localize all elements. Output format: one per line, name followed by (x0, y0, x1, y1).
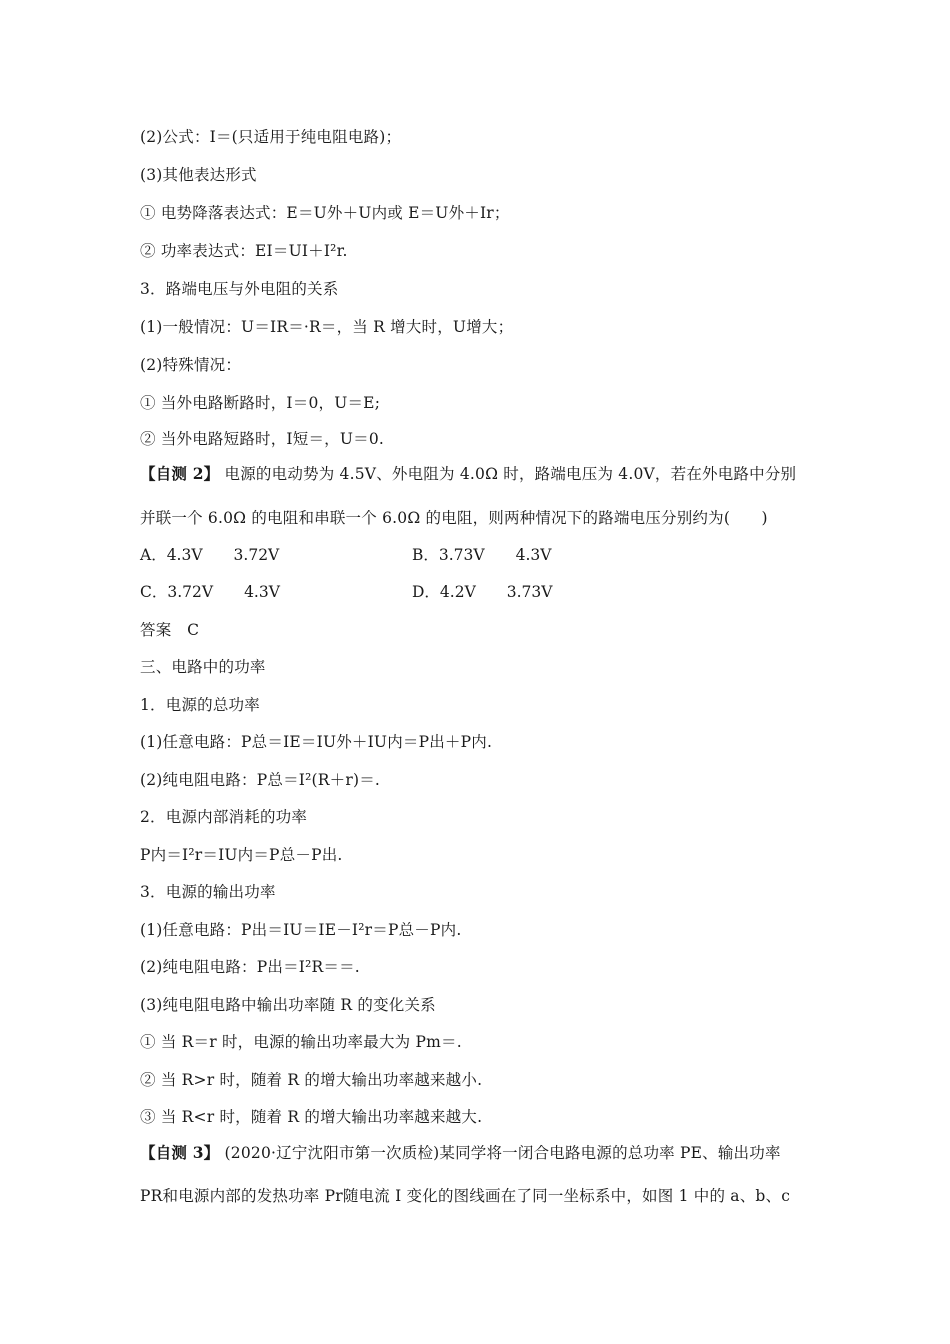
question-label: 【自测 3】 (140, 1143, 220, 1162)
text-line-special-case: (2)特殊情况： (140, 356, 242, 374)
section-heading-terminal-voltage: 3．路端电压与外电阻的关系 (140, 280, 339, 298)
text-line-output-vs-r: (3)纯电阻电路中输出功率随 R 的变化关系 (140, 996, 436, 1014)
section-heading-circuit-power: 三、电路中的功率 (140, 658, 266, 676)
option-d: D．4.2V 3.73V (412, 583, 553, 601)
answer-line: 答案 C (140, 621, 200, 639)
question-continuation: 并联一个 6.0Ω 的电阻和串联一个 6.0Ω 的电阻，则两种情况下的路端电压分别约为( ) (140, 509, 768, 527)
text-line-power-form: ② 功率表达式：EI＝UI＋I²r. (140, 242, 348, 260)
text-line-total-pure-resistor: (2)纯电阻电路：P总＝I²(R＋r)＝. (140, 771, 381, 789)
text-line-output-pure-resistor: (2)纯电阻电路：P出＝I²R＝＝. (140, 958, 360, 976)
question-continuation: PR和电源内部的发热功率 Pr随电流 I 变化的图线画在了同一坐标系中，如图 1 中的 a、b、c (140, 1187, 791, 1205)
text-line-output-any-circuit: (1)任意电路：P出＝IU＝IE－I²r＝P总－P内. (140, 921, 462, 939)
text-line-general-case: (1)一般情况：U＝IR＝·R＝，当 R 增大时，U增大； (140, 318, 514, 336)
section-heading-total-power: 1．电源的总功率 (140, 696, 260, 714)
question-self-test-3 (140, 1143, 781, 1163)
option-b: B．3.73V 4.3V (412, 546, 552, 564)
option-c: C．3.72V 4.3V (140, 583, 280, 601)
section-heading-output-power: 3．电源的输出功率 (140, 883, 276, 901)
text-line-other-forms: (3)其他表达形式 (140, 166, 257, 184)
text-line-short-circuit: ② 当外电路短路时，I短＝，U＝0. (140, 430, 385, 448)
text-line-r-equals-r: ① 当 R＝r 时，电源的输出功率最大为 Pm＝. (140, 1033, 462, 1051)
question-text: (2020·辽宁沈阳市第一次质检)某同学将一闭合电路电源的总功率 PE、输出功率 (219, 1144, 781, 1162)
section-heading-internal-power: 2．电源内部消耗的功率 (140, 808, 308, 826)
question-self-test-2 (140, 464, 796, 484)
text-line-formula: (2)公式：I＝(只适用于纯电阻电路)； (140, 128, 402, 146)
option-a: A．4.3V 3.72V (140, 546, 280, 564)
question-label: 【自测 2】 (140, 464, 220, 483)
question-text: 电源的电动势为 4.5V、外电阻为 4.0Ω 时，路端电压为 4.0V，若在外电路中分别 (219, 465, 797, 483)
text-line-r-greater: ② 当 R>r 时，随着 R 的增大输出功率越来越小. (140, 1071, 483, 1089)
text-line-open-circuit: ① 当外电路断路时，I＝0，U＝E; (140, 394, 381, 412)
text-line-internal-power: P内＝I²r＝IU内＝P总－P出. (140, 846, 343, 864)
text-line-total-any-circuit: (1)任意电路：P总＝IE＝IU外＋IU内＝P出＋P内. (140, 733, 493, 751)
text-line-voltage-drop: ① 电势降落表达式：E＝U外＋U内或 E＝U外＋Ir； (140, 204, 510, 222)
text-line-r-less: ③ 当 R<r 时，随着 R 的增大输出功率越来越大. (140, 1108, 483, 1126)
